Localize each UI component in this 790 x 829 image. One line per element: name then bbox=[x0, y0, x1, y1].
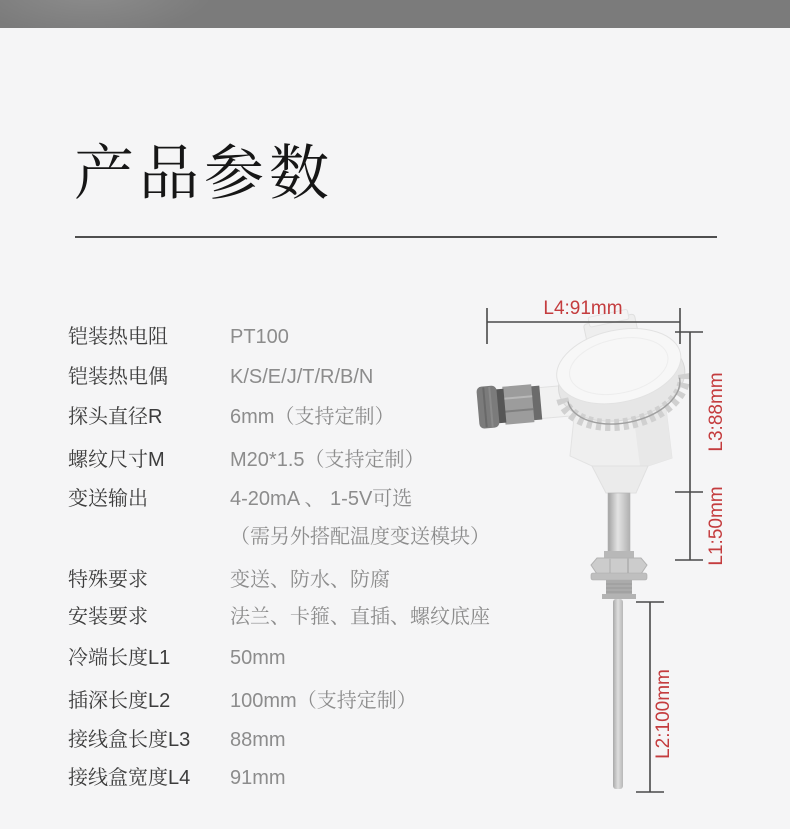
spec-row bbox=[68, 403, 394, 431]
spec-label: 接线盒长度L3 bbox=[68, 729, 191, 751]
probe-lower-assembly bbox=[591, 493, 647, 789]
spec-row bbox=[68, 603, 490, 631]
spec-value bbox=[230, 485, 490, 551]
spec-label: 铠装热电偶 bbox=[68, 366, 168, 388]
spec-row bbox=[68, 644, 286, 672]
spec-label: 特殊要求 bbox=[68, 569, 148, 591]
spec-label: 安装要求 bbox=[68, 606, 148, 628]
spec-label: 冷端长度L1 bbox=[68, 647, 171, 669]
spec-label: 螺纹尺寸M bbox=[68, 449, 165, 471]
spec-label: 铠装热电阻 bbox=[68, 326, 168, 348]
product-diagram bbox=[460, 280, 790, 829]
spec-row bbox=[68, 363, 373, 391]
spec-value-line1: 4-20mA 、 1-5V可选 bbox=[230, 488, 413, 510]
spec-label: 变送输出 bbox=[68, 488, 148, 510]
spec-value: 法兰、卡箍、直插、螺纹底座 bbox=[230, 606, 490, 628]
spec-row bbox=[68, 446, 425, 474]
dimension-l4-label: L4:91mm bbox=[543, 298, 623, 319]
spec-row bbox=[68, 726, 286, 754]
spec-row bbox=[68, 485, 490, 551]
dimension-l2 bbox=[636, 602, 674, 792]
spec-value: K/S/E/J/T/R/B/N bbox=[230, 366, 374, 388]
dimension-l1-label: L1:50mm bbox=[706, 486, 727, 566]
spec-value: 88mm bbox=[230, 729, 286, 751]
spec-value: 91mm bbox=[230, 767, 286, 789]
dimension-l2-label: L2:100mm bbox=[653, 669, 674, 759]
spec-label: 探头直径R bbox=[68, 406, 163, 428]
spec-value: M20*1.5（支持定制） bbox=[230, 449, 425, 471]
spec-value: 100mm（支持定制） bbox=[230, 690, 417, 712]
spec-label: 接线盒宽度L4 bbox=[68, 767, 191, 789]
spec-value-line2: （需另外搭配温度变送模块） bbox=[230, 526, 490, 548]
page-title: 产品参数 bbox=[74, 140, 334, 207]
dimension-l3-label: L3:88mm bbox=[706, 372, 727, 452]
title-divider bbox=[75, 236, 717, 238]
spec-value: 6mm（支持定制） bbox=[230, 406, 395, 428]
spec-row bbox=[68, 323, 289, 351]
spec-value: PT100 bbox=[230, 326, 289, 348]
top-gray-bar bbox=[0, 0, 790, 28]
spec-row bbox=[68, 687, 417, 715]
spec-value: 变送、防水、防腐 bbox=[230, 569, 390, 591]
spec-row bbox=[68, 764, 286, 792]
spec-label: 插深长度L2 bbox=[68, 690, 171, 712]
spec-row bbox=[68, 566, 390, 594]
spec-value: 50mm bbox=[230, 647, 286, 669]
